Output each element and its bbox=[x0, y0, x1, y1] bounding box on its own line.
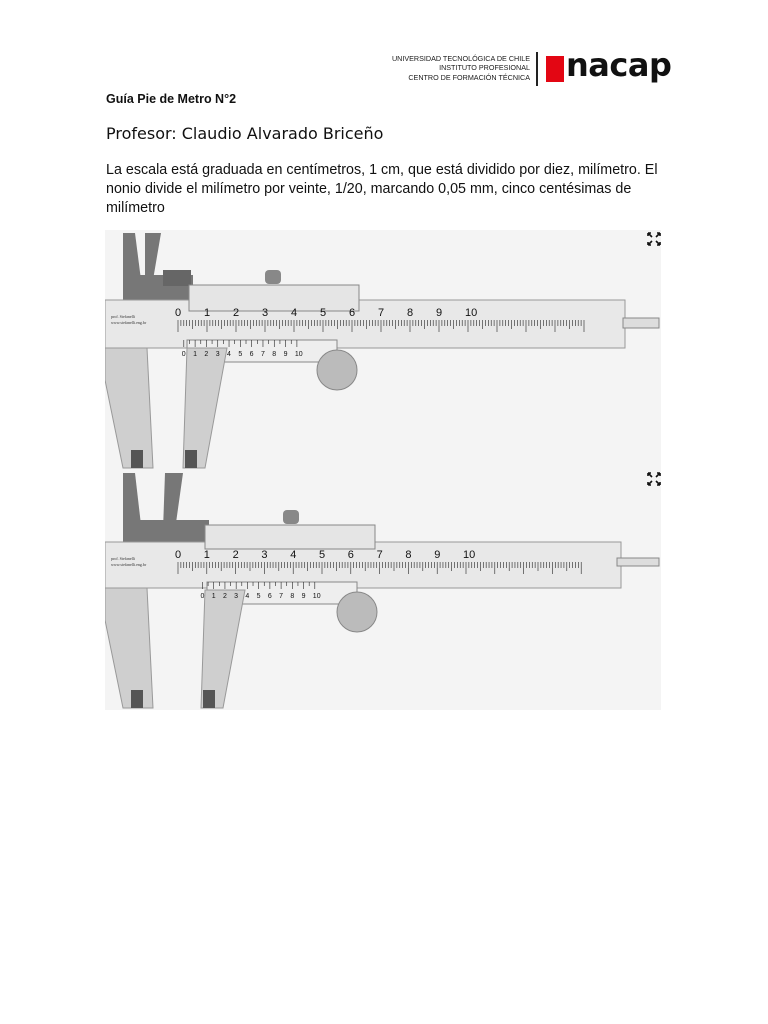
credit-line: www.stefanelli.eng.br bbox=[111, 320, 147, 325]
depth-rod bbox=[623, 318, 659, 328]
main-scale-label: 7 bbox=[376, 549, 383, 561]
institution-lines bbox=[380, 54, 530, 82]
thumb-wheel bbox=[317, 350, 357, 390]
main-scale-label: 7 bbox=[378, 307, 385, 319]
fixed-upper-jaw-inner bbox=[145, 233, 161, 280]
fixed-lower-jaw-tip bbox=[131, 450, 143, 468]
vernier-label: 9 bbox=[301, 593, 306, 600]
vernier-label: 5 bbox=[256, 593, 261, 600]
logo-mark-icon bbox=[546, 56, 564, 82]
main-scale-label: 6 bbox=[349, 307, 356, 319]
vernier-label: 0 bbox=[200, 593, 205, 600]
main-scale-label: 1 bbox=[203, 549, 210, 561]
main-scale-label: 2 bbox=[232, 549, 239, 561]
fixed-lower-jaw bbox=[105, 588, 153, 708]
vernier-label: 3 bbox=[215, 351, 220, 358]
main-scale-label: 4 bbox=[290, 549, 297, 561]
vernier-label: 2 bbox=[204, 351, 209, 358]
main-scale-label: 2 bbox=[233, 307, 240, 319]
main-scale-label: 3 bbox=[261, 549, 268, 561]
credit-line: www.stefanelli.eng.br bbox=[111, 562, 147, 567]
caliper-svg bbox=[105, 230, 661, 470]
credit-line: prof. Stefanelli bbox=[111, 314, 135, 319]
vernier-frame-top bbox=[189, 285, 359, 311]
explanation-paragraph: La escala está graduada en centímetros, 1 cm, que está dividido por diez, milímetro. El nonio divide el milímetro por veinte, 1/20, marcando 0,05 mm, cinco centésimas de milímetro bbox=[106, 162, 658, 216]
sliding-upper-block bbox=[163, 270, 191, 286]
vernier-label: 4 bbox=[227, 351, 231, 358]
logo-divider bbox=[536, 52, 538, 86]
main-scale-label: 5 bbox=[320, 307, 327, 319]
credit-line: prof. Stefanelli bbox=[111, 556, 135, 561]
thumb-wheel bbox=[337, 592, 377, 632]
caliper-svg bbox=[105, 470, 661, 710]
vernier-label: 0 bbox=[181, 351, 186, 358]
sliding-lower-jaw-tip bbox=[185, 450, 197, 468]
fixed-upper-jaw bbox=[123, 233, 141, 280]
main-scale-label: 6 bbox=[347, 549, 354, 561]
vernier-label: 6 bbox=[267, 593, 272, 600]
main-scale-label: 4 bbox=[291, 307, 298, 319]
vernier-label: 9 bbox=[283, 351, 288, 358]
fixed-upper-jaw bbox=[123, 473, 141, 525]
vernier-frame-top bbox=[205, 525, 375, 549]
thumb-screw bbox=[265, 270, 281, 284]
depth-rod bbox=[617, 558, 659, 566]
main-scale-label: 0 bbox=[175, 307, 182, 319]
vernier-label: 7 bbox=[279, 593, 284, 600]
sliding-lower-jaw-tip bbox=[203, 690, 215, 708]
vernier-label: 1 bbox=[193, 351, 198, 358]
institution-line: CENTRO DE FORMACIÓN TÉCNICA bbox=[408, 72, 530, 82]
institution-line: UNIVERSIDAD TECNOLÓGICA DE CHILE bbox=[391, 54, 530, 63]
vernier-label: 7 bbox=[260, 351, 265, 358]
vernier-label: 10 bbox=[294, 351, 303, 358]
thumb-screw bbox=[283, 510, 299, 524]
vernier-label: 8 bbox=[272, 351, 277, 358]
fixed-lower-jaw bbox=[105, 348, 153, 468]
main-scale-label: 5 bbox=[319, 549, 326, 561]
document-title: Guía Pie de Metro N°2 bbox=[106, 92, 237, 106]
main-scale-label: 0 bbox=[175, 549, 182, 561]
vernier-label: 10 bbox=[312, 593, 321, 600]
logo-wordmark: nacap bbox=[566, 46, 672, 84]
main-scale-label: 8 bbox=[405, 549, 412, 561]
vernier-label: 4 bbox=[245, 593, 250, 600]
expand-icon[interactable] bbox=[647, 232, 661, 246]
vernier-label: 8 bbox=[290, 593, 295, 600]
vernier-label: 1 bbox=[211, 593, 216, 600]
fixed-lower-jaw-tip bbox=[131, 690, 143, 708]
vernier-label: 2 bbox=[222, 593, 227, 600]
main-scale-label: 9 bbox=[434, 549, 441, 561]
vernier-label: 5 bbox=[238, 351, 243, 358]
main-scale-label: 10 bbox=[463, 549, 476, 561]
main-scale-label: 1 bbox=[204, 307, 211, 319]
expand-icon[interactable] bbox=[647, 472, 661, 486]
professor-name: Profesor: Claudio Alvarado Briceño bbox=[106, 124, 384, 143]
main-scale-label: 3 bbox=[262, 307, 269, 319]
main-beam bbox=[105, 300, 625, 348]
vernier-label: 6 bbox=[249, 351, 254, 358]
institution-logo bbox=[380, 46, 680, 92]
caliper-diagram-2 bbox=[105, 470, 661, 710]
caliper-diagram-1 bbox=[105, 230, 661, 470]
institution-line: INSTITUTO PROFESIONAL bbox=[439, 63, 530, 73]
vernier-label: 3 bbox=[234, 593, 239, 600]
main-scale-label: 8 bbox=[407, 307, 414, 319]
main-scale-label: 10 bbox=[465, 307, 478, 319]
main-scale-label: 9 bbox=[436, 307, 443, 319]
